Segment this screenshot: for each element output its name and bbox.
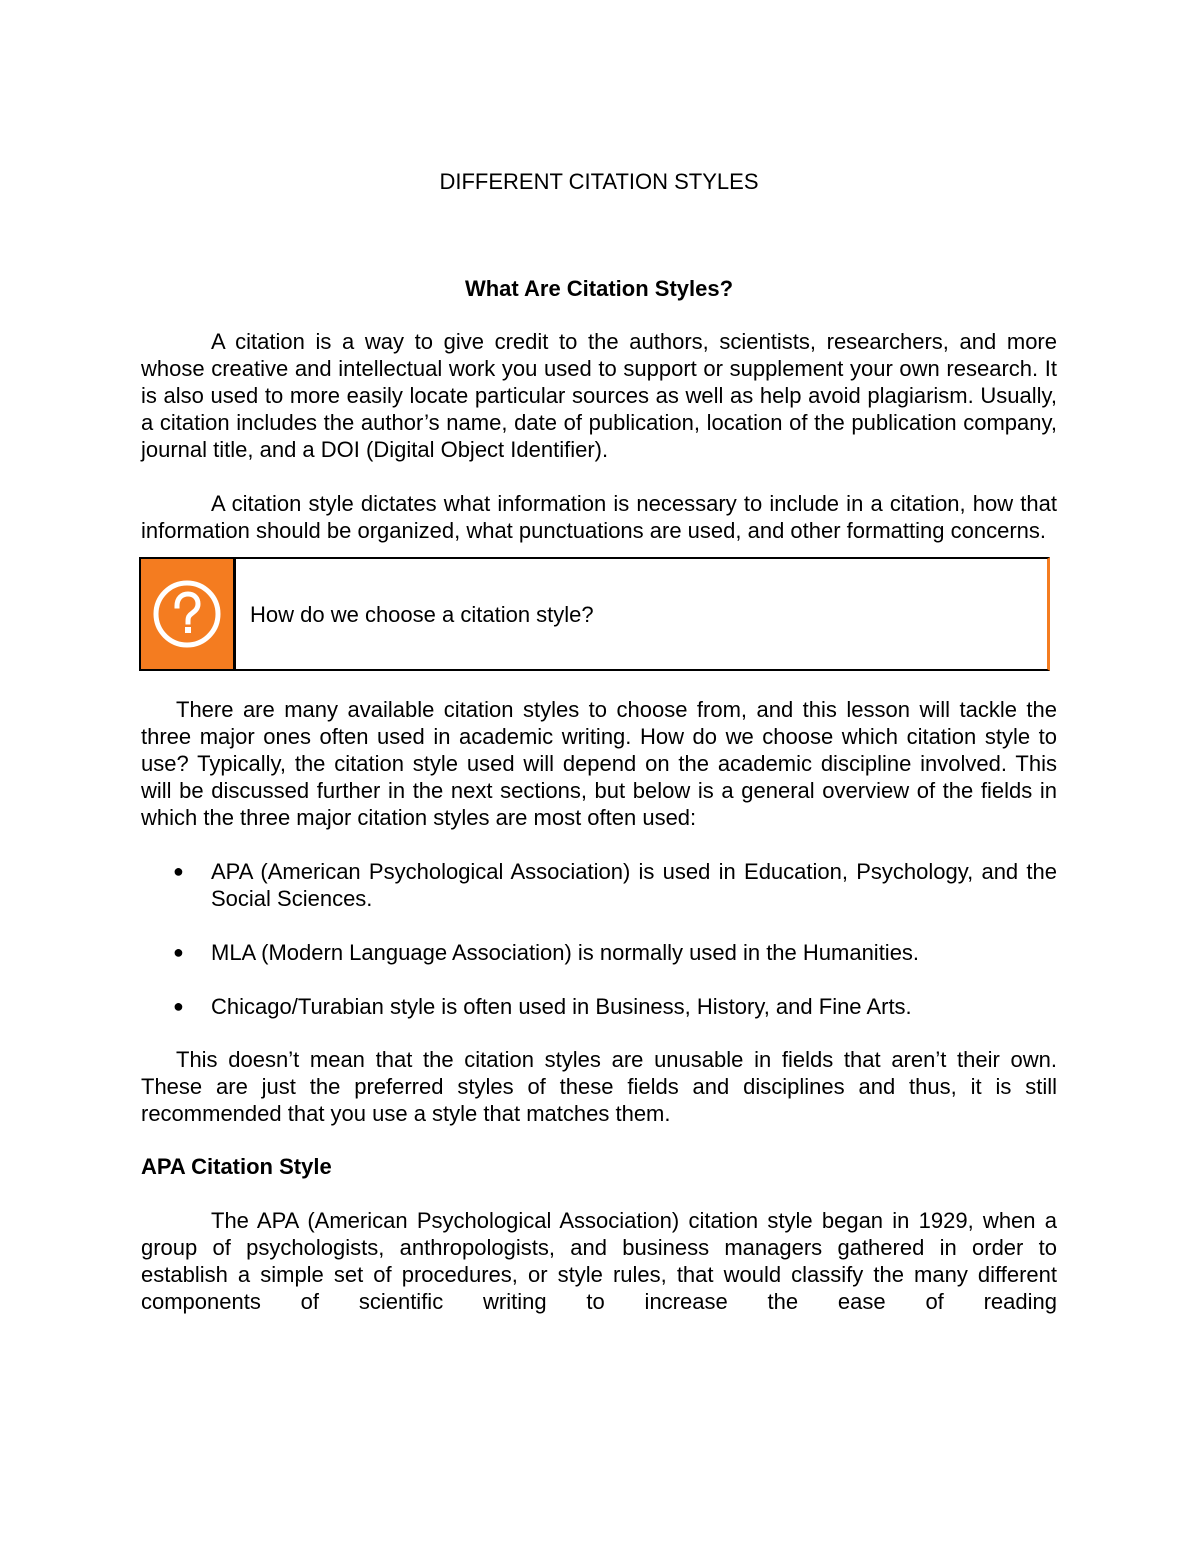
bullet-icon: ● — [173, 996, 184, 1016]
overview-paragraph: There are many available citation styles to choose from, and this lesson will tackle the three major ones often used in academic writing. How do we choose which citation style to use? Typically, the citation style used will depend on the academic discipline involved. This will be discussed further in the next sections, but below is a general overview of the fields in which the three major citation styles are most often used: — [141, 697, 1057, 830]
note-paragraph: This doesn’t mean that the citation styles are unusable in fields that aren’t their own. These are just the preferred styles of these fields and disciplines and thus, it is still recommended that you use a style that matches them. — [141, 1047, 1057, 1126]
list-item-text: APA (American Psychological Association) is used in Education, Psychology, and the Social Sciences. — [211, 859, 1057, 911]
intro-paragraph: A citation is a way to give credit to the authors, scientists, researchers, and more whose creative and intellectual work you used to support or supplement your own research. It is also used to more easily locate particular sources as well as help avoid plagiarism. Usually, a citation includes the author’s name, date of publication, location of the publication company, journal title, and a DOI (Digital Object Identifier). — [141, 329, 1057, 462]
section-heading: What Are Citation Styles? — [464, 276, 734, 301]
document-title: DIFFERENT CITATION STYLES — [439, 169, 759, 194]
bullet-icon: ● — [173, 861, 184, 881]
list-item-text: Chicago/Turabian style is often used in Business, History, and Fine Arts. — [211, 994, 912, 1019]
callout-text: How do we choose a citation style? — [250, 601, 594, 627]
question-callout — [139, 557, 1050, 671]
list-item — [141, 993, 1057, 1020]
list-item — [141, 858, 1057, 912]
list-item — [141, 939, 1057, 966]
apa-heading: APA Citation Style — [141, 1154, 332, 1179]
callout-icon-box — [141, 559, 236, 669]
apa-paragraph: The APA (American Psychological Association) citation style began in 1929, when a group of psychologists, anthropologists, and business managers gathered in order to establish a simple set of procedures, or style rules, that would classify the many different components of scientific writing to increase the ease of reading — [141, 1208, 1057, 1314]
list-item-text: MLA (Modern Language Association) is normally used in the Humanities. — [211, 940, 920, 965]
bullet-icon: ● — [173, 942, 184, 962]
citation-styles-list — [141, 858, 1057, 1020]
style-definition-paragraph: A citation style dictates what information is necessary to include in a citation, how that information should be organized, what punctuations are used, and other formatting concerns. — [141, 491, 1057, 543]
question-circle-icon — [151, 578, 223, 650]
document-page — [141, 168, 1057, 1315]
